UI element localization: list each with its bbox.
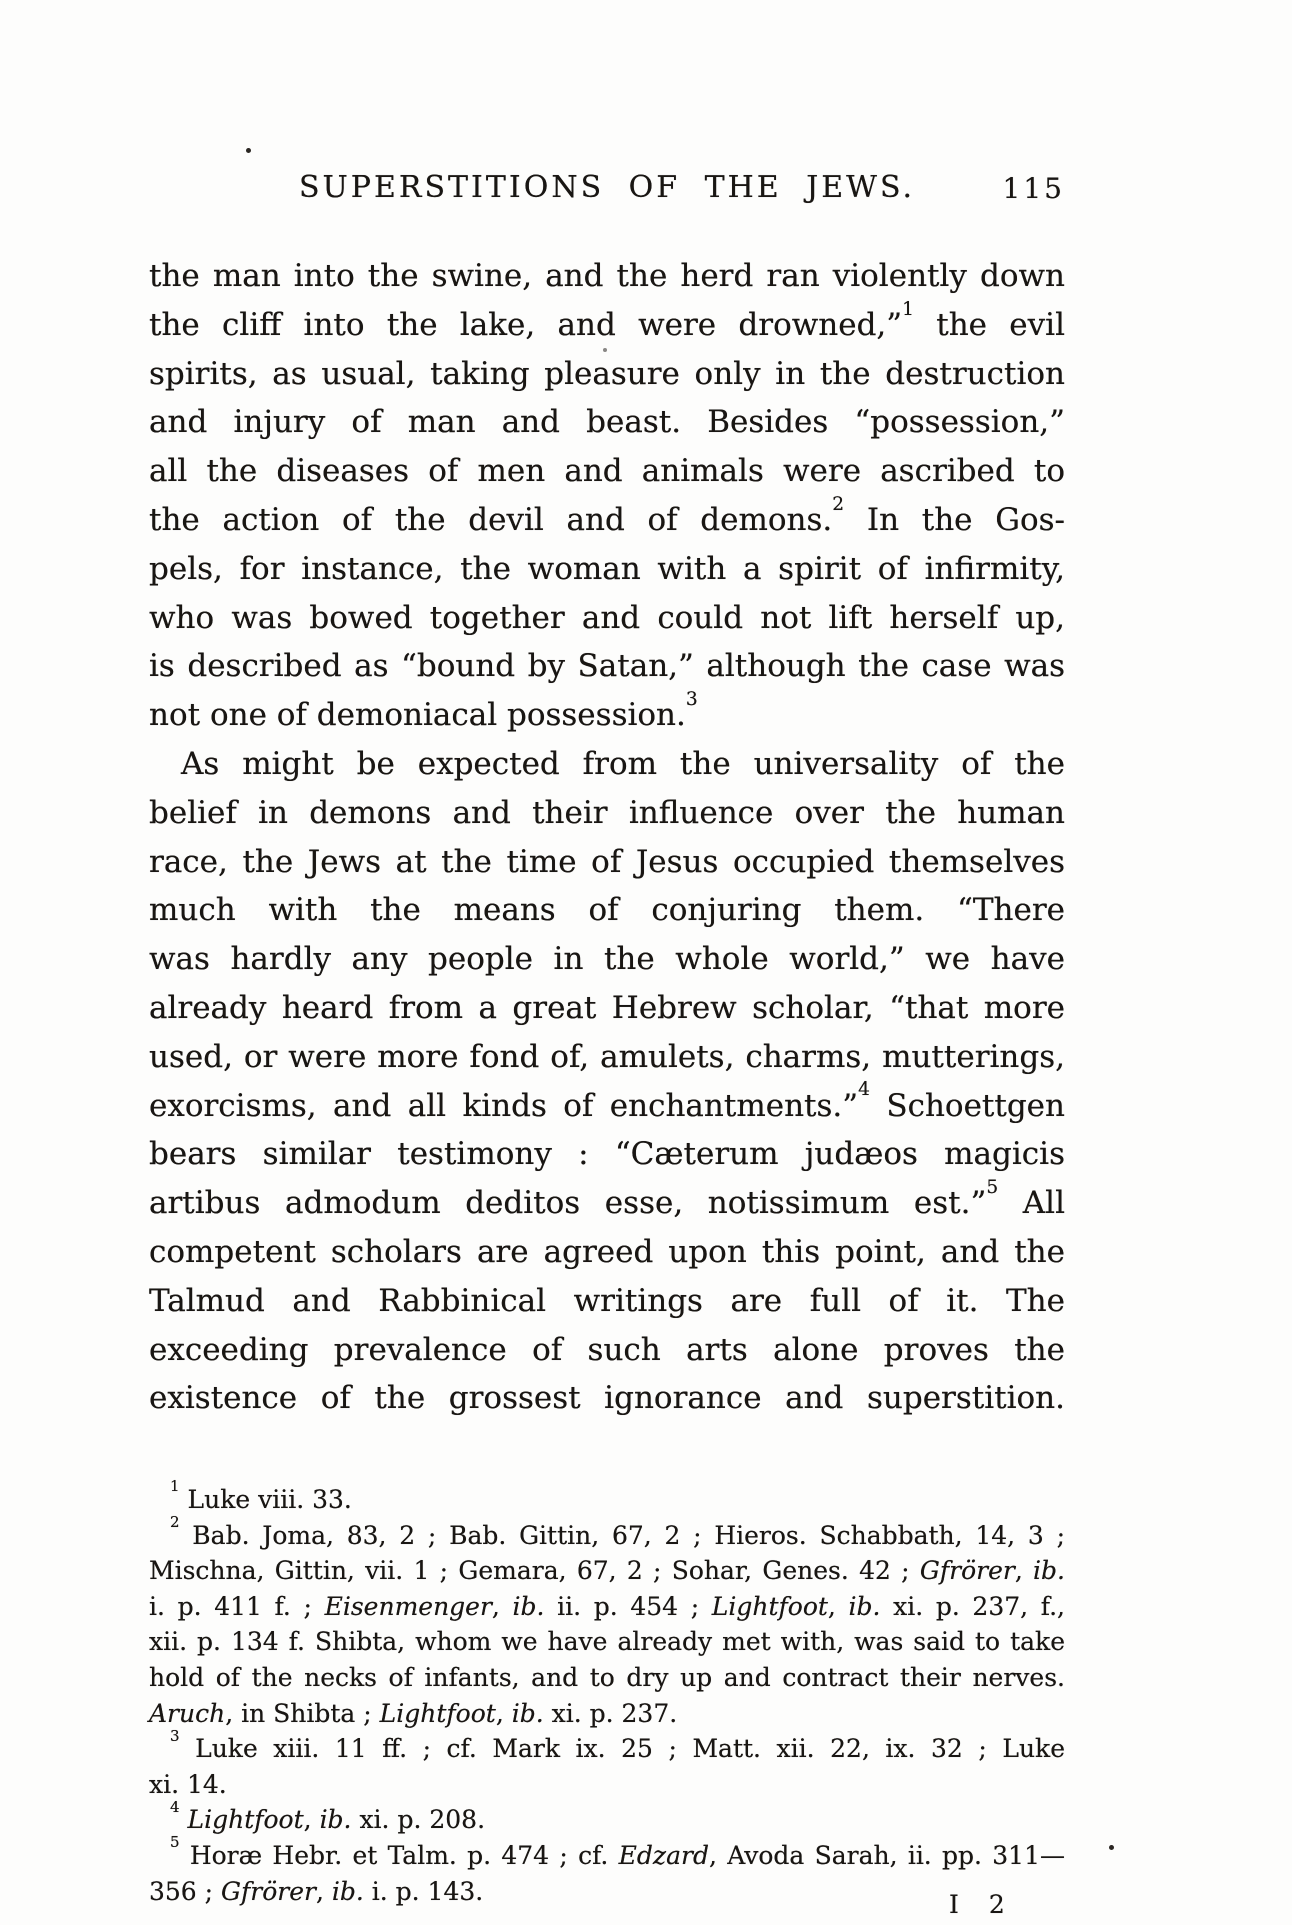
footnote-line: Mischna, Gittin, vii. 1 ; Gemara, 67, 2 ; Sohar, Genes. 42 ; Gfrörer, ib. — [149, 1556, 1065, 1586]
footnote-line: $^3$ Luke xiii. 11 ff. ; cf. Mark ix. 25 ; Matt. xii. 22, ix. 32 ; Luke — [170, 1726, 1065, 1764]
body-line: artibus admodum deditos esse, notissimum est.”$^5$ All — [149, 1176, 1065, 1222]
italic-text: Aruch — [149, 1698, 226, 1728]
body-line: already heard from a great Hebrew scholar, “that more — [149, 989, 1065, 1026]
footnote-ref: 1 — [170, 1477, 180, 1496]
footnote-ref: 1 — [902, 298, 914, 320]
body-line: used, or were more fond of, amulets, charms, mutterings, — [149, 1038, 1065, 1075]
italic-text: ib. — [331, 1876, 364, 1906]
footnote-line: xii. p. 134 f. Shibta, whom we have already met with, was said to take — [149, 1627, 1065, 1657]
body-line: is described as “bound by Satan,” although the case was — [149, 648, 1065, 685]
italic-text: Gfrörer — [919, 1556, 1015, 1586]
footnote-ref: 3 — [170, 1726, 180, 1745]
italic-text: ib. — [848, 1591, 881, 1621]
italic-text: Lightfoot — [379, 1698, 496, 1728]
footnote-line: $^5$ Horæ Hebr. et Talm. p. 474 ; cf. Edzard, Avoda Sarah, ii. pp. 311— — [170, 1833, 1065, 1870]
footnote-line: Aruch, in Shibta ; Lightfoot, ib. xi. p. 237. — [149, 1698, 678, 1728]
body-text — [149, 252, 1065, 1423]
italic-text: Lightfoot — [187, 1805, 304, 1835]
body-line: not one of demoniacal possession.$^3$ — [149, 688, 698, 734]
page-header-title: SUPERSTITIONS OF THE JEWS. — [298, 170, 916, 205]
footnote-ref: 5 — [170, 1833, 180, 1852]
footnote-ref: 5 — [986, 1176, 999, 1198]
body-line: existence of the grossest ignorance and superstition. — [149, 1380, 1065, 1417]
italic-text: ib. — [512, 1591, 545, 1621]
footnote-line: xi. 14. — [149, 1769, 227, 1799]
footnote-line: 356 ; Gfrörer, ib. i. p. 143. — [149, 1876, 484, 1906]
footnote-line: $^4$ Lightfoot, ib. xi. p. 208. — [170, 1797, 486, 1835]
footnotes — [149, 1477, 1065, 1909]
footnote-ref: 3 — [685, 688, 698, 710]
footnote-line: hold of the necks of infants, and to dry up and contract their nerves. — [149, 1662, 1065, 1692]
italic-text: Edzard — [618, 1840, 709, 1870]
footnote-ref: 4 — [858, 1079, 870, 1101]
italic-text: Gfrörer — [221, 1876, 316, 1906]
body-line: race, the Jews at the time of Jesus occupied themselves — [149, 843, 1065, 880]
italic-text: ib. — [511, 1698, 544, 1728]
body-line: and injury of man and beast. Besides “possession,” — [149, 404, 1065, 441]
body-line: pels, for instance, the woman with a spirit of infirmity, — [149, 550, 1065, 587]
body-line: exceeding prevalence of such arts alone proves the — [149, 1331, 1065, 1368]
body-line: who was bowed together and could not lift herself up, — [149, 599, 1065, 636]
italic-text: ib. — [1033, 1556, 1065, 1586]
body-line: competent scholars are agreed upon this point, and the — [149, 1233, 1065, 1270]
printer-signature: I 2 — [949, 1890, 1016, 1919]
body-line: spirits, as usual, taking pleasure only in the destruction — [149, 355, 1065, 392]
scan-speck — [1109, 1845, 1114, 1850]
body-line: all the diseases of men and animals were ascribed to — [149, 453, 1065, 490]
body-line: bears similar testimony : “Cæterum judæos magicis — [149, 1136, 1065, 1173]
italic-text: Eisenmenger — [324, 1591, 492, 1621]
scan-speck — [246, 148, 251, 153]
body-line: much with the means of conjuring them. “There — [149, 892, 1065, 929]
body-line: the action of the devil and of demons.$^2$ In the Gos- — [149, 493, 1066, 538]
italic-text: ib. — [319, 1805, 352, 1835]
running-header — [149, 170, 1065, 212]
footnote-ref: 2 — [170, 1513, 180, 1532]
footnote-ref: 2 — [832, 493, 845, 515]
body-line: the cliff into the lake, and were drowned,”$^1$ the evil — [149, 298, 1065, 343]
footnote-ref: 4 — [170, 1797, 180, 1816]
page-number: 115 — [1002, 172, 1065, 205]
footnote-line: $^2$ Bab. Joma, 83, 2 ; Bab. Gittin, 67, 2 ; Hieros. Schabbath, 14, 3 ; — [170, 1513, 1065, 1550]
body-line: belief in demons and their influence over the human — [149, 794, 1065, 831]
footnote-line: i. p. 411 f. ; Eisenmenger, ib. ii. p. 454 ; Lightfoot, ib. xi. p. 237, f., — [149, 1591, 1065, 1621]
body-line: exorcisms, and all kinds of enchantments.”$^4$ Schoettgen — [149, 1079, 1065, 1124]
body-line: As might be expected from the universality of the — [181, 745, 1065, 782]
italic-text: Lightfoot — [711, 1591, 828, 1621]
body-line: was hardly any people in the whole world,” we have — [149, 941, 1065, 978]
footnote-line: $^1$ Luke viii. 33. — [170, 1477, 352, 1514]
body-line: the man into the swine, and the herd ran violently down — [149, 258, 1065, 294]
body-line: Talmud and Rabbinical writings are full of it. The — [149, 1282, 1065, 1319]
